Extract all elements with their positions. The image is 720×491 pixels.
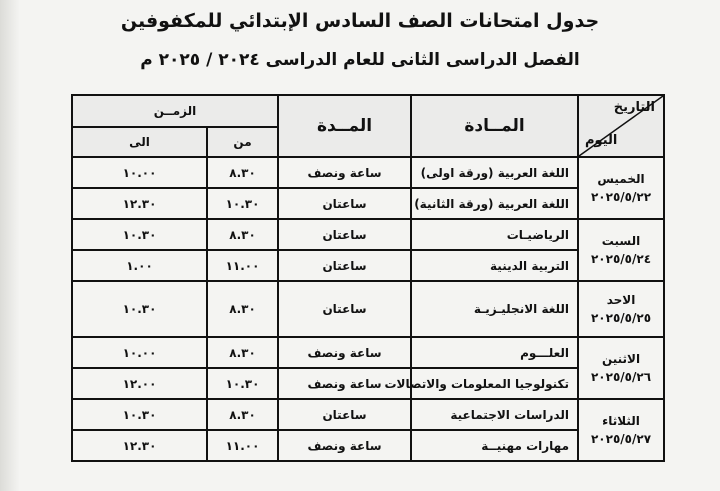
from-cell: ١٠.٣٠ — [207, 188, 278, 219]
subject-cell: تكنولوجيا المعلومات والاتصالات — [411, 368, 578, 399]
duration-cell: ساعة ونصف — [278, 430, 411, 461]
table-row — [72, 337, 664, 368]
from-cell: ١١.٠٠ — [207, 250, 278, 281]
day-name: الثلاثاء — [602, 414, 640, 428]
to-cell: ١.٠٠ — [72, 250, 207, 281]
duration-cell: ساعتان — [278, 219, 411, 250]
date-day-header — [578, 95, 664, 157]
to-cell: ١٠.٠٠ — [72, 157, 207, 188]
schedule-body — [72, 157, 664, 461]
subject-header: المــادة — [411, 95, 578, 157]
from-cell: ١٠.٣٠ — [207, 368, 278, 399]
duration-cell: ساعتان — [278, 399, 411, 430]
page-edge — [0, 0, 20, 491]
day-name: الخميس — [597, 172, 645, 186]
duration-cell: ساعة ونصف — [278, 337, 411, 368]
duration-cell: ساعتان — [278, 281, 411, 337]
from-cell: ٨.٣٠ — [207, 281, 278, 337]
subject-cell: التربية الدينية — [411, 250, 578, 281]
to-cell: ١٠.٣٠ — [72, 399, 207, 430]
from-cell: ٨.٣٠ — [207, 337, 278, 368]
table-row — [72, 281, 664, 337]
to-cell: ١٢.٣٠ — [72, 430, 207, 461]
day-cell — [578, 399, 664, 461]
subject-cell: اللغة العربية (ورقة الثانية) — [411, 188, 578, 219]
subject-cell: اللغة العربية (ورقة اولى) — [411, 157, 578, 188]
to-cell: ١٢.٣٠ — [72, 188, 207, 219]
to-header: الى — [72, 127, 207, 157]
exam-schedule-table — [71, 94, 665, 462]
day-date: ٢٠٢٥/٥/٢٥ — [590, 311, 652, 325]
table-row — [72, 368, 664, 399]
day-date: ٢٠٢٥/٥/٢٢ — [590, 190, 652, 204]
day-name: الاحد — [606, 293, 636, 307]
day-cell — [578, 281, 664, 337]
day-name: السبت — [601, 234, 641, 248]
table-row — [72, 188, 664, 219]
date-header-label: التاريخ — [613, 100, 656, 115]
subject-cell: الدراسات الاجتماعية — [411, 399, 578, 430]
table-row — [72, 157, 664, 188]
day-header-label: اليوم — [585, 133, 618, 148]
from-header: من — [207, 127, 278, 157]
table-row — [72, 250, 664, 281]
to-cell: ١٠.٠٠ — [72, 337, 207, 368]
from-cell: ٨.٣٠ — [207, 219, 278, 250]
duration-header: المــدة — [278, 95, 411, 157]
day-name: الاثنين — [601, 352, 641, 366]
time-header: الزمــن — [72, 95, 278, 127]
table-row — [72, 399, 664, 430]
to-cell: ١٢.٠٠ — [72, 368, 207, 399]
day-cell — [578, 337, 664, 399]
to-cell: ١٠.٣٠ — [72, 281, 207, 337]
page-subtitle: الفصل الدراسى الثانى للعام الدراسى ٢٠٢٤ / ٢٠٢٥ م — [140, 50, 580, 70]
from-cell: ١١.٠٠ — [207, 430, 278, 461]
subject-cell: العلـــوم — [411, 337, 578, 368]
subject-cell: اللغة الانجليـزيـة — [411, 281, 578, 337]
day-date: ٢٠٢٥/٥/٢٦ — [590, 370, 652, 384]
subject-cell: مهارات مهنيــة — [411, 430, 578, 461]
table-row — [72, 219, 664, 250]
day-date: ٢٠٢٥/٥/٢٧ — [590, 432, 652, 446]
duration-cell: ساعة ونصف — [278, 368, 411, 399]
duration-cell: ساعتان — [278, 188, 411, 219]
table-row — [72, 430, 664, 461]
from-cell: ٨.٣٠ — [207, 157, 278, 188]
from-cell: ٨.٣٠ — [207, 399, 278, 430]
to-cell: ١٠.٣٠ — [72, 219, 207, 250]
page-title: جدول امتحانات الصف السادس الإبتدائي للمكفوفين — [120, 10, 600, 32]
day-cell — [578, 219, 664, 281]
duration-cell: ساعة ونصف — [278, 157, 411, 188]
subject-cell: الرياضيـات — [411, 219, 578, 250]
day-date: ٢٠٢٥/٥/٢٤ — [590, 252, 652, 266]
duration-cell: ساعتان — [278, 250, 411, 281]
day-cell — [578, 157, 664, 219]
